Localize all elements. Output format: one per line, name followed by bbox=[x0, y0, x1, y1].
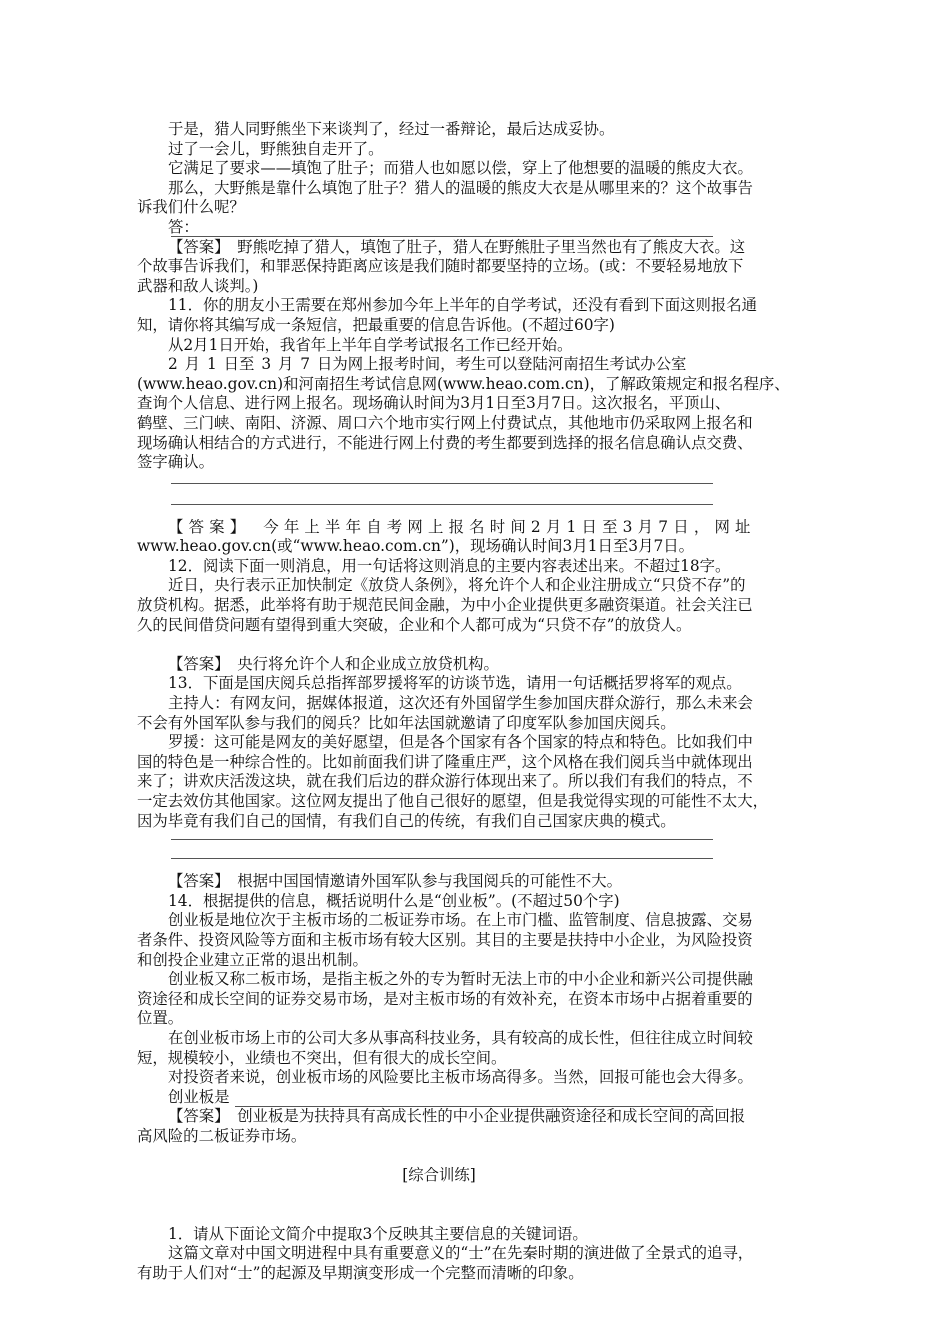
answer-line-text: 【答案】 野熊吃掉了猎人，填饱了肚子，猎人在野熊肚子里当然也有了熊皮大衣。这 bbox=[168, 237, 746, 256]
answer-rule-container bbox=[137, 839, 821, 851]
text-line: 和创投企业建立正常的退出机制。 bbox=[137, 950, 368, 969]
question-11: 11．你的朋友小王需要在郑州参加今年上半年的自学考试，还没有看到下面这则报名通 bbox=[168, 296, 758, 315]
text-line: 从2月1日开始，我省年上半年自学考试报名工作已经开始。 bbox=[168, 335, 573, 354]
text-line: www.heao.gov.cn(或“www.heao.com.cn”)，现场确认时间3月1日至3月7日。 bbox=[137, 537, 695, 556]
answer-line bbox=[171, 236, 713, 237]
answer-line-text: 【答案】 央行将允许个人和企业成立放贷机构。 bbox=[168, 654, 499, 673]
text-line: 在创业板市场上市的公司大多从事高科技业务，具有较高的成长性，但往往成立时间较 bbox=[168, 1028, 753, 1047]
text-line: 创业板又称二板市场，是指主板之外的专为暂时无法上市的中小企业和新兴公司提供融 bbox=[168, 970, 753, 989]
spacer bbox=[137, 1186, 821, 1206]
answer-rule-container bbox=[137, 483, 821, 497]
answer-rule-container bbox=[137, 858, 821, 872]
question-1: 1．请从下面论文简介中提取3个反映其主要信息的关键词语。 bbox=[168, 1224, 588, 1243]
text-line: 签字确认。 bbox=[137, 453, 214, 472]
answer-rule-container bbox=[137, 236, 821, 237]
section-heading: [综合训练] bbox=[402, 1166, 476, 1185]
text-line: 个故事告诉我们，和罪恶保持距离应该是我们随时都要坚持的立场。(或：不要轻易地放下 bbox=[137, 257, 744, 276]
answer-line bbox=[171, 839, 713, 840]
text-line: 现场确认相结合的方式进行，不能进行网上付费的考生都要到选择的报名信息确认点交费、 bbox=[137, 433, 753, 452]
text-line: 过了一会儿，野熊独自走开了。 bbox=[168, 139, 384, 158]
document-page bbox=[137, 120, 821, 1284]
text-line: 武器和敌人谈判。) bbox=[137, 276, 259, 295]
text-line: 高风险的二板证券市场。 bbox=[137, 1126, 307, 1145]
answer-line-text: 【答案】 根据中国国情邀请外国军队参与我国阅兵的可能性不大。 bbox=[168, 872, 623, 891]
spacer bbox=[137, 1147, 821, 1167]
text-line: 来了；讲欢庆活泼这块，就在我们后边的群众游行体现出来了。所以我们有我们的特点，不 bbox=[137, 772, 753, 791]
answer-line bbox=[171, 504, 713, 505]
text-line: 者条件、投资风险等方面和主板市场有较大区别。其目的主要是扶持中小企业，为风险投资 bbox=[137, 930, 753, 949]
text-line: 对投资者来说，创业板市场的风险要比主板市场高得多。当然，回报可能也会大得多。 bbox=[168, 1068, 753, 1087]
text-line: 知，请你将其编写成一条短信，把最重要的信息告诉他。(不超过60字) bbox=[137, 315, 615, 334]
text-line: 罗援：这可能是网友的美好愿望，但是各个国家有各个国家的特点和特色。比如我们中 bbox=[168, 733, 753, 752]
answer-rule-container bbox=[137, 504, 821, 518]
text-line: 鹤壁、三门峡、南阳、济源、周口六个地市实行网上付费试点，其他地市仍采取网上报名和 bbox=[137, 413, 753, 432]
question-13: 13．下面是国庆阅兵总指挥部罗援将军的访谈节选，请用一句话概括罗将军的观点。 bbox=[168, 674, 742, 693]
text-line: 它满足了要求——填饱了肚子；而猎人也如愿以偿，穿上了他想要的温暖的熊皮大衣。 bbox=[168, 159, 753, 178]
text-line: 位置。 bbox=[137, 1009, 184, 1028]
text-line: 久的民间借贷问题有望得到重大突破，企业和个人都可成为“只贷不存”的放贷人。 bbox=[137, 615, 692, 634]
text-line: 资途径和成长空间的证券交易市场，是对主板市场的有效补充，在资本市场中占据着重要的 bbox=[137, 989, 753, 1008]
text-line: 创业板是 bbox=[168, 1087, 230, 1106]
text-line: 创业板是地位次于主板市场的二板证券市场。在上市门槛、监管制度、信息披露、交易 bbox=[168, 911, 753, 930]
text-line: 这篇文章对中国文明进程中具有重要意义的“士”在先秦时期的演进做了全景式的追寻， bbox=[168, 1244, 754, 1263]
question-14: 14．根据提供的信息，概括说明什么是“创业板”。(不超过50个字) bbox=[168, 891, 620, 910]
text-line: 不会有外国军队参与我们的阅兵？比如年法国就邀请了印度军队参加国庆阅兵。 bbox=[137, 713, 676, 732]
text-line: 于是，猎人同野熊坐下来谈判了，经过一番辩论，最后达成妥协。 bbox=[168, 120, 615, 138]
text-line: 因为毕竟有我们自己的国情，有我们自己的传统，有我们自己国家庆典的模式。 bbox=[137, 811, 676, 830]
answer-prompt: 答： bbox=[168, 217, 199, 236]
text-line: (www.heao.gov.cn)和河南招生考试信息网(www.heao.com.cn)，了解政策规定和报名程序、 bbox=[137, 374, 790, 393]
question-12: 12．阅读下面一则消息，用一句话将这则消息的主要内容表述出来。不超过18字。 bbox=[168, 556, 731, 575]
answer-line bbox=[171, 483, 713, 484]
text-line: 放贷机构。据悉，此举将有助于规范民间金融，为中小企业提供更多融资渠道。社会关注已 bbox=[137, 596, 753, 615]
text-line: 主持人：有网友问，据媒体报道，这次还有外国留学生参加国庆群众游行，那么未来会 bbox=[168, 694, 753, 713]
answer-line-text: 【答案】 创业板是为扶持具有高成长性的中小企业提供融资途径和成长空间的高回报 bbox=[168, 1107, 746, 1126]
text-line: 有助于人们对“士”的起源及早期演变形成一个完整而清晰的印象。 bbox=[137, 1264, 584, 1283]
text-line: 那么，大野熊是靠什么填饱了肚子？猎人的温暖的熊皮大衣是从哪里来的？这个故事告 bbox=[168, 178, 753, 197]
text-line: 短，规模较小，业绩也不突出，但有很大的成长空间。 bbox=[137, 1048, 507, 1067]
text-line: 一定去效仿其他国家。这位网友提出了他自己很好的愿望，但是我觉得实现的可能性不太大， bbox=[137, 792, 769, 810]
text-line: 国的特色是一种综合性的。比如前面我们讲了隆重庄严，这个风格在我们阅兵当中就体现出 bbox=[137, 752, 753, 771]
text-line: 2 月 1 日至 3 月 7 日为网上报考时间，考生可以登陆河南招生考试办公室 bbox=[168, 355, 687, 374]
text-line: 近日，央行表示正加快制定《放贷人条例》，将允许个人和企业注册成立“只贷不存”的 bbox=[168, 576, 746, 595]
text-line: 诉我们什么呢？ bbox=[137, 198, 245, 217]
spacer bbox=[137, 1205, 821, 1225]
spacer bbox=[137, 635, 821, 655]
answer-line-text: 【答案】 今年上半年自考网上报名时间2月1日至3月7日，网址 bbox=[168, 517, 756, 536]
answer-line bbox=[171, 858, 713, 859]
text-line: 查询个人信息、进行网上报名。现场确认时间为3月1日至3月7日。这次报名，平顶山、 bbox=[137, 394, 731, 413]
